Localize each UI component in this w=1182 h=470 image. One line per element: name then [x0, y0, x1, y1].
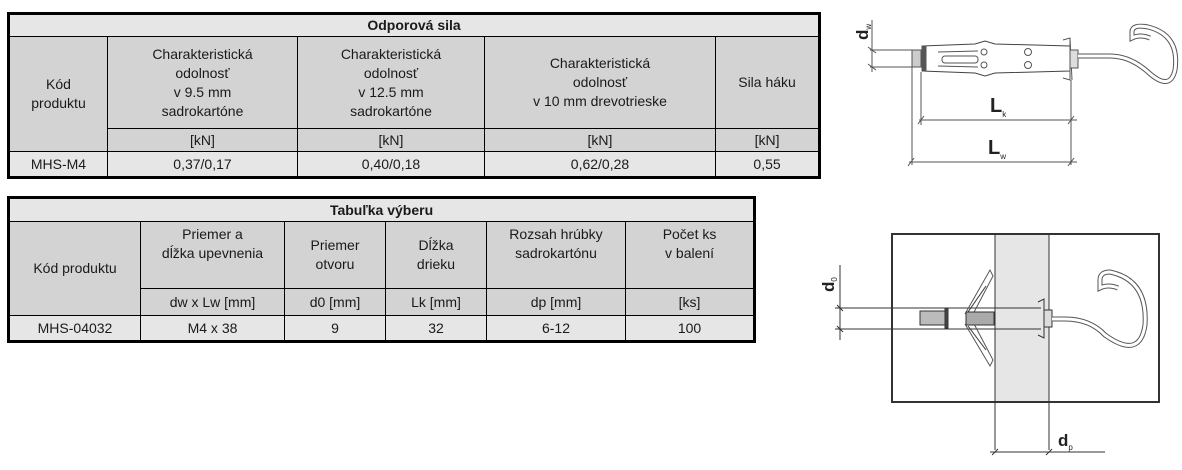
unit-cell: d0 [mm] [285, 289, 386, 316]
col-header-hook-strength: Sila háku [716, 37, 820, 129]
col-header-resistance-9-5: Charakteristická odolnosť v 9.5 mm sadrokartóne [108, 37, 298, 129]
installation-diagram [800, 220, 1182, 470]
cell-value: 0,40/0,18 [298, 152, 485, 178]
col-header-pack-quantity: Počet ks v balení [626, 222, 755, 289]
dim-label-dp: $d_p$ [1058, 431, 1073, 452]
selection-table-title: Tabuľka výberu [9, 198, 755, 222]
cell-product-code: MHS-04032 [9, 316, 141, 342]
cell-value: 0,37/0,17 [108, 152, 298, 178]
col-header-hole-diameter: Priemer otvoru [285, 222, 386, 289]
resistance-table [7, 12, 821, 179]
unit-cell: [kN] [716, 129, 820, 152]
cell-value: 100 [626, 316, 755, 342]
dim-label-dw: dw [853, 23, 873, 40]
selection-table [7, 196, 756, 343]
table-row [9, 152, 820, 178]
resistance-table-title: Odporová sila [9, 14, 820, 37]
unit-cell: dp [mm] [487, 289, 626, 316]
unit-cell: Lk [mm] [386, 289, 487, 316]
cell-product-code: MHS-M4 [9, 152, 108, 178]
cell-value: 32 [386, 316, 487, 342]
unit-cell: dw x Lw [mm] [141, 289, 285, 316]
cell-value: M4 x 38 [141, 316, 285, 342]
unit-cell: [ks] [626, 289, 755, 316]
col-header-product-code: Kód produktu [9, 222, 141, 316]
unit-cell: [kN] [485, 129, 716, 152]
table-row [9, 316, 755, 342]
unit-cell: [kN] [298, 129, 485, 152]
dim-label-lk: $L_k$ [990, 95, 1007, 119]
dim-label-d0: d0 [819, 277, 839, 292]
unit-cell: [kN] [108, 129, 298, 152]
col-header-board-thickness: Rozsah hrúbky sadrokartónu [487, 222, 626, 289]
cell-value: 6-12 [487, 316, 626, 342]
col-header-shank-length: Dĺžka drieku [386, 222, 487, 289]
cell-value: 0,62/0,28 [485, 152, 716, 178]
col-header-diameter-length: Priemer a dĺžka upevnenia [141, 222, 285, 289]
anchor-dimension-diagram [830, 0, 1182, 180]
dim-label-lw: $L_w$ [988, 137, 1006, 161]
cell-value: 0,55 [716, 152, 820, 178]
col-header-product-code: Kód produktu [9, 37, 108, 152]
col-header-resistance-12-5: Charakteristická odolnosť v 12.5 mm sadrokartóne [298, 37, 485, 129]
cell-value: 9 [285, 316, 386, 342]
col-header-resistance-chipboard: Charakteristická odolnosť v 10 mm drevotrieske [485, 37, 716, 129]
